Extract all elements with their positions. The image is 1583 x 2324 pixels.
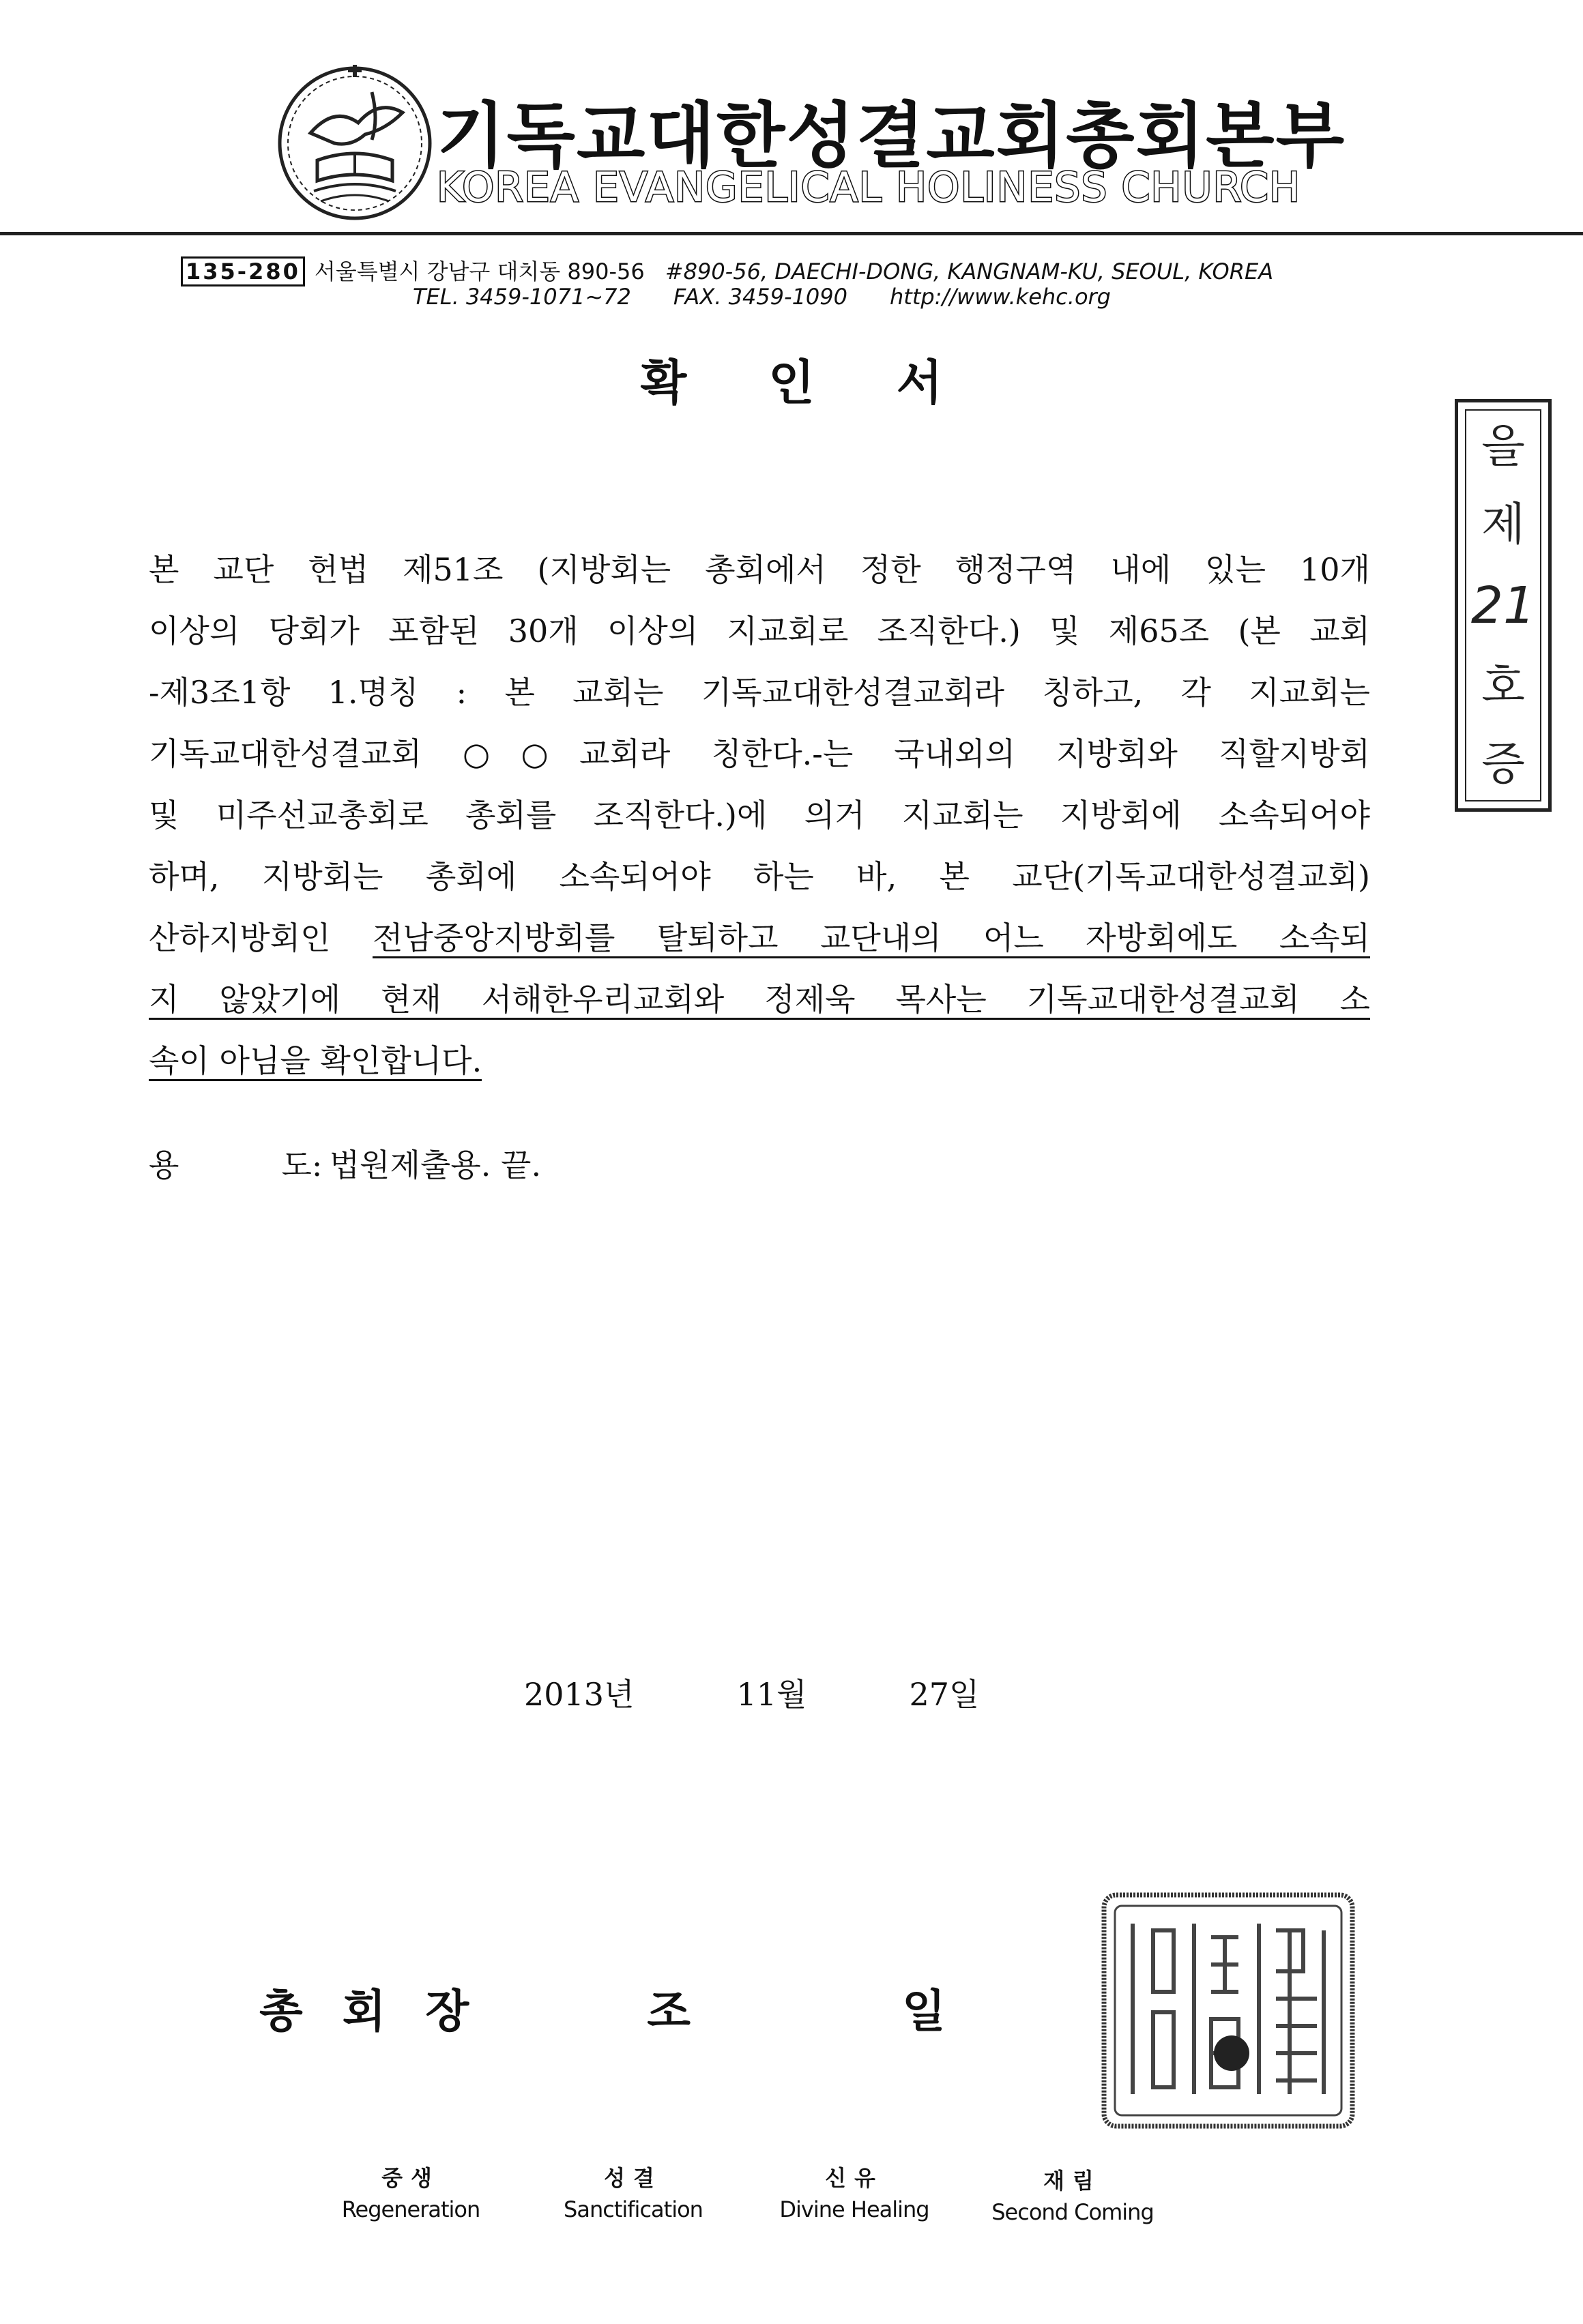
- motto-korean: 재림: [1043, 2168, 1102, 2194]
- purpose-label: [149, 1141, 323, 1186]
- exhibit-char-4: 증: [1481, 737, 1525, 790]
- address-english: #890-56, DAECHI-DONG, KANGNAM-KU, SEOUL, KOREA: [665, 259, 1274, 284]
- official-square-seal-icon: [1099, 1889, 1358, 2132]
- exhibit-char-3: 호: [1481, 659, 1525, 712]
- body-line: [149, 969, 1370, 1030]
- date-day: 27일: [909, 1676, 980, 1713]
- purpose-value: 법원제출용. 끝.: [329, 1147, 542, 1183]
- exhibit-char-2: 제: [1481, 498, 1525, 551]
- org-name-korean: 기독교대한성결교회총회본부: [437, 94, 1346, 177]
- telephone: TEL. 3459-1071~72: [413, 284, 631, 310]
- org-name-english: KOREA EVANGELICAL HOLINESS CHURCH: [437, 164, 1301, 211]
- motto-regeneration: [302, 2161, 520, 2222]
- signer-title: 총회장: [259, 1984, 509, 2038]
- purpose-label-part: 용: [149, 1147, 179, 1183]
- body-text-segment: 산하지방회인: [149, 920, 373, 956]
- body-line: 이상의 당회가 포함된 30개 이상의 지교회로 조직한다.) 및 제65조 (본 교회: [149, 613, 1370, 649]
- motto-english: Sanctification: [564, 2196, 703, 2222]
- dove-cross-book-emblem-icon: [270, 58, 440, 229]
- purpose-label-part: 도:: [281, 1147, 323, 1183]
- body-line: [149, 1030, 1370, 1091]
- motto-english: Second Coming: [991, 2199, 1154, 2225]
- exhibit-number-box: [1455, 399, 1552, 812]
- body-line: [149, 907, 1370, 969]
- signer-surname: 조: [647, 1984, 691, 2038]
- address-korean: 서울특별시 강남구 대치동 890-56: [314, 259, 645, 284]
- underlined-text: 지 않았기에 현재 서해한우리교회와 정제욱 목사는 기독교대한성결교회 소: [149, 981, 1370, 1020]
- motto-english: Regeneration: [341, 2196, 480, 2222]
- body-line: 기독교대한성결교회 ○○교회라 칭한다.-는 국내외의 지방회와 직할지방회: [149, 735, 1370, 772]
- signer-given-name: 일: [902, 1984, 946, 2038]
- date-year: 2013년: [524, 1676, 635, 1713]
- body-paragraph: [149, 539, 1370, 1091]
- motto-second-coming: [963, 2164, 1182, 2225]
- motto-korean: 성결: [604, 2165, 663, 2191]
- motto-english: Divine Healing: [779, 2196, 929, 2222]
- underlined-text: 속이 아님을 확인합니다.: [149, 1042, 482, 1081]
- underlined-text: 전남중앙지방회를 탈퇴하고 교단내의 어느 자방회에도 소속되: [373, 920, 1370, 958]
- date-month: 11월: [736, 1676, 807, 1713]
- fax: FAX. 3459-1090: [673, 284, 847, 310]
- document-title: 확인서: [640, 354, 1025, 411]
- exhibit-number: 21: [1470, 576, 1536, 635]
- motto-korean: 중생: [381, 2165, 440, 2191]
- body-line: 본 교단 헌법 제51조 (지방회는 총회에서 정한 행정구역 내에 있는 10개: [149, 551, 1370, 588]
- header-divider: [0, 232, 1583, 235]
- motto-sanctification: [524, 2161, 742, 2222]
- postal-code: 135-280: [181, 256, 305, 286]
- document-date: [524, 1670, 979, 1715]
- website-url: http://www.kehc.org: [890, 284, 1111, 310]
- motto-korean: 신유: [825, 2165, 884, 2191]
- signer-name: [647, 1984, 946, 2038]
- exhibit-char-1: 을: [1481, 420, 1525, 473]
- address-line: [181, 254, 1273, 286]
- contact-line: [413, 284, 1153, 310]
- motto-divine-healing: [745, 2161, 963, 2222]
- purpose-line: [149, 1141, 541, 1186]
- body-line: -제3조1항 1.명칭 : 본 교회는 기독교대한성결교회라 칭하고, 각 지교회는: [149, 674, 1370, 711]
- signature-line: [259, 1975, 946, 2040]
- body-line: 하며, 지방회는 총회에 소속되어야 하는 바, 본 교단(기독교대한성결교회): [149, 858, 1370, 895]
- body-line: 및 미주선교총회로 총회를 조직한다.)에 의거 지교회는 지방회에 소속되어야: [149, 797, 1370, 834]
